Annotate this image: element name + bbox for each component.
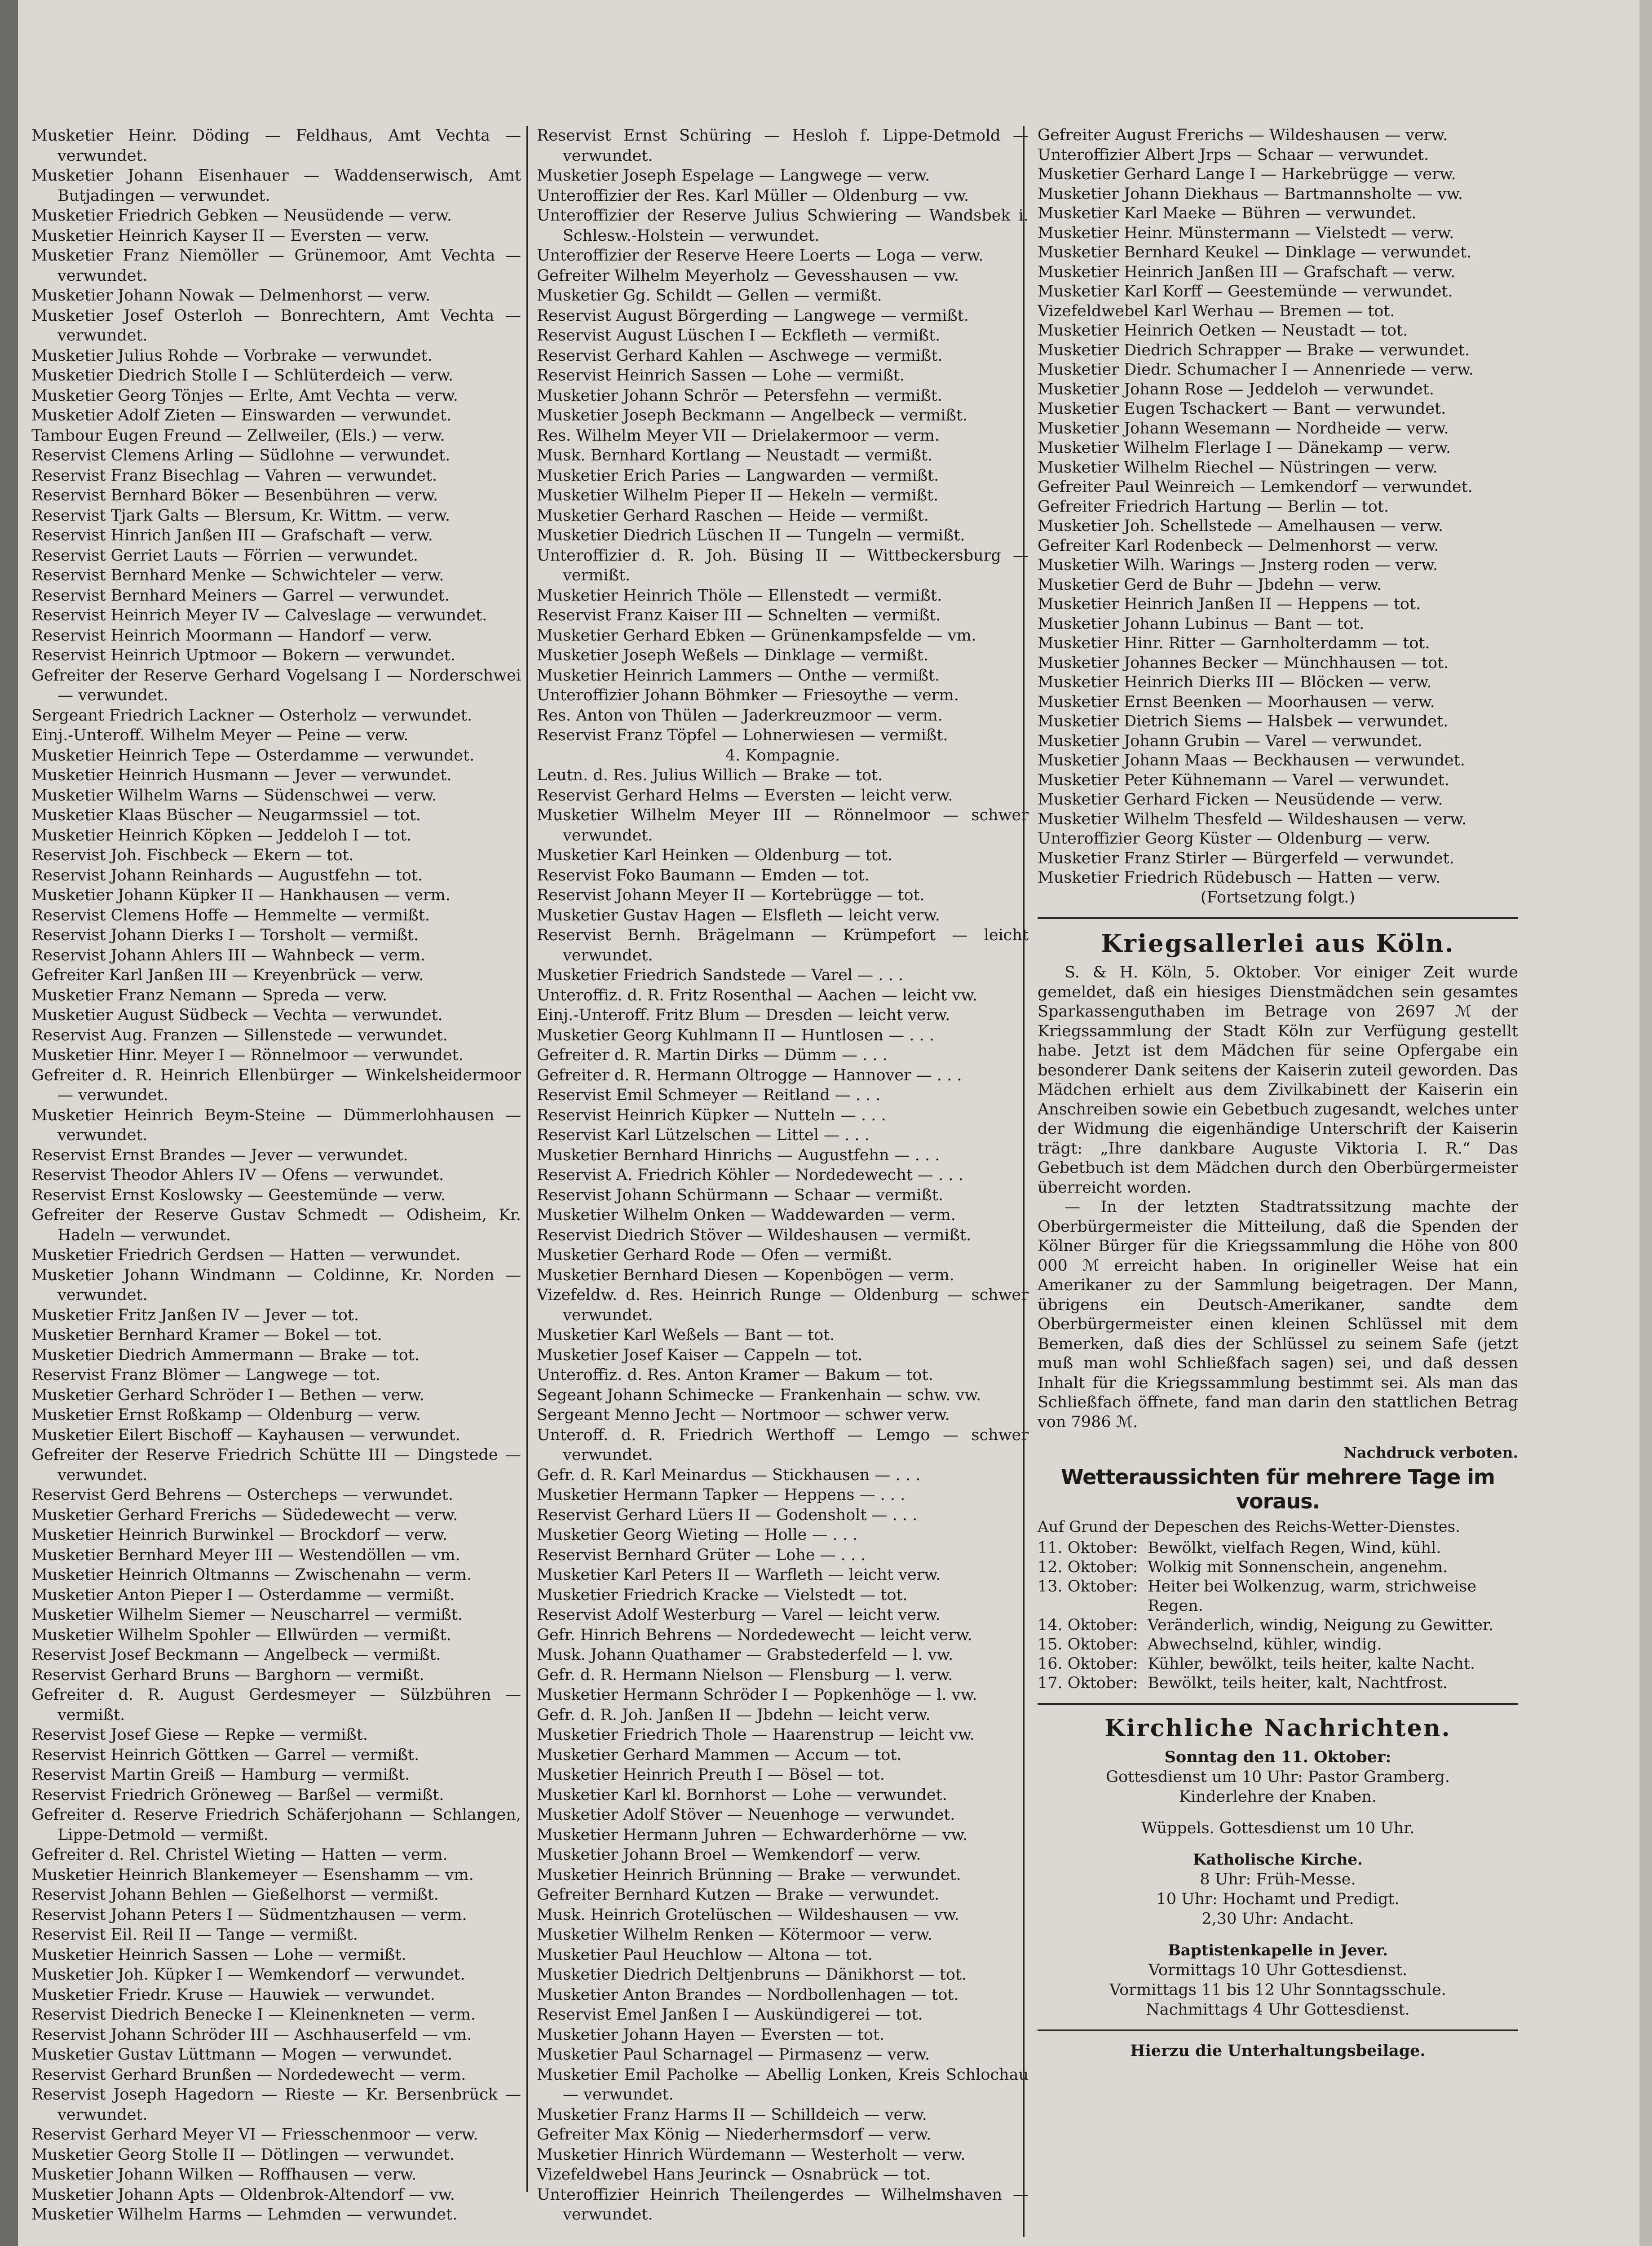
- casualty-entry: Musketier Diedrich Ammermann — Brake — tot.: [31, 1346, 420, 1364]
- casualty-entry: Reservist Aug. Franzen — Sillenstede — verwundet.: [31, 1026, 448, 1044]
- casualty-entry: Musk. Johann Quathamer — Grabstederfeld — l. vw.: [537, 1646, 954, 1664]
- page-edge: [0, 0, 18, 2246]
- casualty-entry: Musketier Eilert Bischoff — Kayhausen — verwundet.: [31, 1426, 460, 1444]
- casualty-entry: Musketier Heinrich Husmann — Jever — verwundet.: [31, 766, 452, 784]
- casualty-entry: Vizefeldw. d. Res. Heinrich Runge — Oldenburg — schwer verwundet.: [537, 1286, 1029, 1324]
- casualty-entry: Reservist Gerhard Bruns — Barghorn — vermißt.: [31, 1666, 424, 1684]
- casualty-entry: Musketier Peter Kühnemann — Varel — verwundet.: [1038, 771, 1449, 789]
- casualty-entry: Musketier Anton Pieper I — Osterdamme — vermißt.: [31, 1586, 455, 1604]
- casualty-entry: Musketier Ernst Roßkamp — Oldenburg — verw.: [31, 1406, 421, 1424]
- casualty-entry: Gefreiter Karl Rodenbeck — Delmenhorst — verw.: [1038, 536, 1439, 555]
- casualty-entry: Musketier Diedrich Deltjenbruns — Dänikhorst — tot.: [537, 1966, 967, 1984]
- casualty-entry: Musketier Wilhelm Renken — Kötermoor — verw.: [537, 1926, 933, 1944]
- casualty-entry: Musketier Adolf Zieten — Einswarden — verwundet.: [31, 407, 452, 424]
- casualty-entry: Musketier Johann Grubin — Varel — verwundet.: [1038, 732, 1422, 750]
- casualty-entry: Musketier Hermann Tapker — Heppens — . . .: [537, 1486, 906, 1504]
- church-catholic-title: Katholische Kirche.: [1193, 1851, 1363, 1869]
- casualty-entry: Reservist Joh. Fischbeck — Ekern — tot.: [31, 846, 354, 864]
- casualty-entry: Unteroffiz. d. Res. Anton Kramer — Bakum — tot.: [537, 1366, 933, 1384]
- casualty-entry: Musketier Wilhelm Onken — Waddewarden — verm.: [537, 1206, 956, 1224]
- casualty-entry: Sergeant Friedrich Lackner — Osterholz — verwundet.: [31, 706, 473, 725]
- casualty-entry: Musketier Johann Windmann — Coldinne, Kr. Norden — verwundet.: [31, 1266, 521, 1304]
- casualty-entry: Reservist Diedrich Benecke I — Kleinenkneten — verm.: [31, 2006, 476, 2024]
- casualty-entry: Segeant Johann Schimecke — Frankenhain — schw. vw.: [537, 1386, 981, 1404]
- casualty-entry: Reservist Gerhard Kahlen — Aschwege — vermißt.: [537, 346, 943, 365]
- casualty-entry: Musketier Anton Brandes — Nordbollenhagen — tot.: [537, 1985, 959, 2004]
- casualty-entry: Musketier Heinrich Janßen III — Grafschaft — verw.: [1038, 263, 1456, 281]
- weather-row: [1038, 1635, 1518, 1654]
- casualty-entry: Musketier Johann Nowak — Delmenhorst — verw.: [31, 287, 430, 305]
- casualty-entry: Musketier Wilhelm Pieper II — Hekeln — vermißt.: [537, 486, 939, 504]
- casualty-entry: Reservist Karl Lützelschen — Littel — . . .: [537, 1126, 870, 1144]
- weather-row: [1038, 1558, 1518, 1577]
- divider: [1038, 2029, 1518, 2031]
- casualty-entry: Musketier Paul Scharnagel — Pirmasenz — verw.: [537, 2046, 930, 2064]
- casualty-entry: Gefreiter Max König — Niederhermsdorf — verw.: [537, 2126, 932, 2144]
- casualty-entry: Leutn. d. Res. Julius Willich — Brake — tot.: [537, 766, 883, 784]
- casualty-entry: Reservist August Börgerding — Langwege — vermißt.: [537, 306, 969, 325]
- church-line: Vormittags 10 Uhr Gottesdienst.: [1148, 1961, 1408, 1979]
- casualty-entry: Musk. Bernhard Kortlang — Neustadt — vermißt.: [537, 447, 933, 464]
- reprint-notice: Nachdruck verboten.: [1343, 1444, 1518, 1461]
- casualty-entry: Unteroffizier d. R. Joh. Büsing II — Wittbeckersburg — vermißt.: [537, 546, 1029, 584]
- weather-text: Veränderlich, windig, Neigung zu Gewitter.: [1148, 1616, 1493, 1634]
- casualty-entry: Musketier Heinr. Döding — Feldhaus, Amt Vechta — verwundet.: [31, 127, 521, 165]
- casualty-entry: Reservist Ernst Brandes — Jever — verwundet.: [31, 1146, 408, 1164]
- church-line: 2,30 Uhr: Andacht.: [1201, 1910, 1354, 1928]
- casualty-entry: Reservist Johann Behlen — Gießelhorst — vermißt.: [31, 1886, 439, 1904]
- casualty-entry: Reservist Emil Schmeyer — Reitland — . . .: [537, 1086, 881, 1104]
- casualty-entry: Musketier Bernhard Kramer — Bokel — tot.: [31, 1326, 382, 1344]
- casualty-entry: Unteroffizier der Reserve Heere Loerts — Loga — verw.: [537, 247, 984, 265]
- casualty-entry: Reservist Foko Baumann — Emden — tot.: [537, 866, 870, 884]
- casualty-entry: Musketier Karl Maeke — Bühren — verwundet.: [1038, 204, 1417, 222]
- casualty-entry: Musketier Hermann Schröder I — Popkenhöge — l. vw.: [537, 1686, 977, 1704]
- casualty-entry: Musketier Johann Maas — Beckhausen — verwundet.: [1038, 752, 1465, 769]
- casualty-entry: Musketier Georg Tönjes — Erlte, Amt Vechta — verw.: [31, 386, 458, 405]
- casualty-entry: Unteroffizier Heinrich Theilengerdes — Wilhelmshaven — verwundet.: [537, 2185, 1029, 2224]
- casualty-entry: Musketier Heinrich Tepe — Osterdamme — verwundet.: [31, 746, 475, 765]
- casualty-entry: Musketier Karl Weßels — Bant — tot.: [537, 1326, 835, 1344]
- casualty-entry: Musketier Joseph Espelage — Langwege — verw.: [537, 167, 930, 185]
- casualty-entry: Reservist Tjark Galts — Blersum, Kr. Wittm. — verw.: [31, 506, 450, 525]
- casualty-entry: Musketier Friedr. Kruse — Hauwiek — verwundet.: [31, 1985, 435, 2004]
- casualty-entry: Musketier Heinrich Preuth I — Bösel — tot.: [537, 1766, 885, 1784]
- casualty-entry: Musketier Gerhard Mammen — Accum — tot.: [537, 1746, 902, 1764]
- casualty-entry: Musketier Johann Broel — Wemkendorf — verw.: [537, 1846, 921, 1864]
- casualty-entry: Musketier Johann Apts — Oldenbrok-Altendorf — vw.: [31, 2185, 455, 2204]
- casualty-entry: Gefreiter Paul Weinreich — Lemkendorf — verwundet.: [1038, 478, 1473, 496]
- casualty-entry: Musketier Heinrich Beym-Steine — Dümmerlohhausen — verwundet.: [31, 1106, 521, 1144]
- casualty-entry: Gefreiter Friedrich Hartung — Berlin — tot.: [1038, 497, 1389, 516]
- casualty-entry: Gefreiter der Reserve Friedrich Schütte III — Dingstede — verwundet.: [31, 1446, 521, 1484]
- casualty-entry: Musketier Karl Heinken — Oldenburg — tot.: [537, 846, 893, 864]
- casualty-list: [537, 765, 1029, 2225]
- casualty-entry: Musketier Fritz Janßen IV — Jever — tot.: [31, 1306, 359, 1324]
- weather-row: [1038, 1539, 1518, 1558]
- casualty-entry: Reservist Bernhard Menke — Schwichteler — verw.: [31, 566, 444, 584]
- casualty-entry: Reservist Johann Schröder III — Aschhauserfeld — vm.: [31, 2025, 472, 2044]
- casualty-entry: Musketier Gerd de Buhr — Jbdehn — verw.: [1038, 575, 1382, 594]
- casualty-entry: Musketier Heinrich Dierks III — Blöcken — verw.: [1038, 673, 1432, 691]
- casualty-entry: Gefreiter d. R. August Gerdesmeyer — Sülzbühren — vermißt.: [31, 1686, 521, 1724]
- kompanie-heading: 4. Kompagnie.: [725, 746, 840, 765]
- divider: [1038, 917, 1518, 919]
- casualty-entry: Reservist Johann Peters I — Südmentzhausen — verm.: [31, 1906, 467, 1924]
- casualty-entry: Musketier Heinrich Thöle — Ellenstedt — vermißt.: [537, 586, 942, 605]
- casualty-entry: Musketier Ernst Beenken — Moorhausen — verw.: [1038, 693, 1435, 711]
- casualty-entry: Musketier Franz Harms II — Schilldeich — verw.: [537, 2105, 927, 2124]
- casualty-entry: Reservist Bernhard Meiners — Garrel — verwundet.: [31, 586, 450, 605]
- weather-row: [1038, 1577, 1518, 1616]
- casualty-entry: Musketier Diedrich Stolle I — Schlüterdeich — verw.: [31, 367, 454, 385]
- weather-text: Bewölkt, vielfach Regen, Wind, kühl.: [1148, 1539, 1441, 1557]
- casualty-entry: Musketier Heinrich Brünning — Brake — verwundet.: [537, 1866, 961, 1884]
- church-sunday: Sonntag den 11. Oktober:: [1164, 1748, 1391, 1766]
- casualty-entry: Musketier Joseph Weßels — Dinklage — vermißt.: [537, 646, 928, 664]
- casualty-entry: Gefreiter d. Rel. Christel Wieting — Hatten — verm.: [31, 1846, 448, 1864]
- casualty-entry: Reservist Johann Reinhards — Augustfehn — tot.: [31, 866, 423, 884]
- weather-text: Heiter bei Wolkenzug, warm, strichweise Regen.: [1148, 1578, 1477, 1615]
- weather-forecast: [1038, 1539, 1518, 1693]
- church-title: Kirchliche Nachrichten.: [1104, 1715, 1451, 1742]
- church-line: Vormittags 11 bis 12 Uhr Sonntagsschule.: [1109, 1981, 1446, 1999]
- weather-date: 13. Oktober:: [1038, 1578, 1138, 1596]
- casualty-entry: Musketier Georg Stolle II — Dötlingen — verwundet.: [31, 2145, 455, 2164]
- casualty-entry: Reservist Franz Bisechlag — Vahren — verwundet.: [31, 466, 437, 485]
- casualty-entry: Musketier Wilhelm Thesfeld — Wildeshausen — verw.: [1038, 810, 1467, 828]
- casualty-entry: Vizefeldwebel Karl Werhau — Bremen — tot.: [1038, 302, 1395, 320]
- casualty-entry: Musketier Johann Eisenhauer — Waddenserwisch, Amt Butjadingen — verwundet.: [31, 167, 521, 205]
- casualty-entry: Reservist Hinrich Janßen III — Grafschaft — verw.: [31, 526, 433, 544]
- casualty-entry: Gefr. Hinrich Behrens — Nordedewecht — leicht verw.: [537, 1626, 972, 1644]
- casualty-entry: Res. Anton von Thülen — Jaderkreuzmoor — verm.: [537, 706, 943, 725]
- weather-text: Wolkig mit Sonnenschein, angenehm.: [1148, 1558, 1448, 1576]
- casualty-entry: Reservist Gerhard Helms — Eversten — leicht verw.: [537, 786, 953, 805]
- casualty-entry: Unteroffiz. d. R. Fritz Rosenthal — Aachen — leicht vw.: [537, 986, 977, 1004]
- casualty-entry: Reservist Clemens Hoffe — Hemmelte — vermißt.: [31, 906, 430, 924]
- article-title: Kriegsallerlei aus Köln.: [1101, 929, 1455, 958]
- casualty-entry: Reservist Johann Dierks I — Torsholt — vermißt.: [31, 926, 419, 944]
- church-baptist-title: Baptistenkapelle in Jever.: [1168, 1941, 1388, 1959]
- casualty-entry: Musketier Hinr. Meyer I — Rönnelmoor — verwundet.: [31, 1046, 464, 1064]
- casualty-entry: Res. Wilhelm Meyer VII — Drielakermoor — verm.: [537, 426, 940, 445]
- casualty-entry: Gefreiter August Frerichs — Wildeshausen — verw.: [1038, 126, 1448, 144]
- casualty-entry: Reservist A. Friedrich Köhler — Nordedewecht — . . .: [537, 1166, 963, 1184]
- casualty-entry: Musketier Heinrich Köpken — Jeddeloh I — tot.: [31, 826, 412, 844]
- casualty-entry: Musketier Diedrich Lüschen II — Tungeln — vermißt.: [537, 526, 965, 544]
- casualty-entry: Reservist Clemens Arling — Südlohne — verwundet.: [31, 447, 451, 464]
- casualty-entry: Reservist Heinrich Uptmoor — Bokern — verwundet.: [31, 646, 455, 664]
- church-line: 10 Uhr: Hochamt und Predigt.: [1156, 1890, 1400, 1908]
- casualty-entry: Musketier Franz Nemann — Spreda — verw.: [31, 986, 388, 1004]
- church-line: Nachmittags 4 Uhr Gottesdienst.: [1146, 2001, 1410, 2019]
- casualty-entry: Reservist Franz Kaiser III — Schnelten — vermißt.: [537, 606, 941, 624]
- casualty-entry: Unteroffizier Albert Jrps — Schaar — verwundet.: [1038, 146, 1429, 164]
- casualty-entry: Unteroffizier Georg Küster — Oldenburg — verw.: [1038, 830, 1431, 848]
- casualty-entry: Reservist Joseph Hagedorn — Rieste — Kr. Bersenbrück — verwundet.: [31, 2086, 521, 2124]
- casualty-entry: Musketier Gerhard Lange I — Harkebrügge — verw.: [1038, 165, 1456, 183]
- casualty-list: [1038, 126, 1518, 888]
- casualty-entry: Musketier Eugen Tschackert — Bant — verwundet.: [1038, 400, 1446, 418]
- casualty-entry: Musketier Gerhard Ficken — Neusüdende — verw.: [1038, 791, 1443, 809]
- casualty-entry: Reservist Franz Blömer — Langwege — tot.: [31, 1366, 380, 1384]
- casualty-entry: Musketier Heinrich Blankemeyer — Esenshamm — vm.: [31, 1866, 474, 1884]
- casualty-entry: Musketier Heinrich Kayser II — Eversten — verw.: [31, 226, 429, 245]
- casualty-entry: Einj.-Unteroff. Wilhelm Meyer — Peine — verw.: [31, 726, 409, 744]
- casualty-entry: Musketier Gerhard Raschen — Heide — vermißt.: [537, 506, 929, 525]
- casualty-entry: Reservist Friedrich Gröneweg — Barßel — vermißt.: [31, 1786, 444, 1804]
- casualty-entry: Musketier Adolf Stöver — Neuenhoge — verwundet.: [537, 1806, 955, 1824]
- casualty-entry: Reservist Franz Töpfel — Lohnerwiesen — vermißt.: [537, 726, 948, 744]
- supplement-note: Hierzu die Unterhaltungsbeilage.: [1130, 2042, 1426, 2060]
- casualty-entry: Musketier Gerhard Rode — Ofen — vermißt.: [537, 1246, 892, 1264]
- casualty-entry: Musketier Erich Paries — Langwarden — vermißt.: [537, 466, 939, 485]
- casualty-entry: Musketier Gg. Schildt — Gellen — vermißt.: [537, 287, 882, 305]
- casualty-entry: Musketier Bernhard Diesen — Kopenbögen — verm.: [537, 1266, 954, 1284]
- casualty-entry: Musketier Karl Korff — Geestemünde — verwundet.: [1038, 283, 1453, 301]
- casualty-column-1: [31, 126, 521, 2246]
- casualty-entry: Vizefeldwebel Hans Jeurinck — Osnabrück — tot.: [537, 2166, 931, 2184]
- weather-date: 11. Oktober:: [1038, 1539, 1138, 1557]
- casualty-entry: Musketier Joh. Schellstede — Amelhausen — verw.: [1038, 517, 1444, 535]
- casualty-entry: Musketier Heinrich Lammers — Onthe — vermißt.: [537, 666, 940, 685]
- church-line: Gottesdienst um 10 Uhr: Pastor Gramberg.: [1106, 1768, 1450, 1786]
- casualty-entry: Musketier Emil Pacholke — Abellig Lonken, Kreis Schlochau — verwundet.: [537, 2065, 1029, 2104]
- casualty-entry: Gefreiter der Reserve Gustav Schmedt — Odisheim, Kr. Hadeln — verwundet.: [31, 1206, 521, 1244]
- weather-text: Kühler, bewölkt, teils heiter, kalte Nacht.: [1148, 1655, 1475, 1673]
- casualty-entry: Unteroffizier der Res. Karl Müller — Oldenburg — vw.: [537, 186, 969, 205]
- casualty-entry: Reservist Emel Janßen I — Auskündigerei — tot.: [537, 2006, 923, 2024]
- casualty-entry: Musketier Hinr. Ritter — Garnholterdamm — tot.: [1038, 634, 1430, 652]
- casualty-entry: Gefreiter Wilhelm Meyerholz — Gevesshausen — vw.: [537, 266, 959, 285]
- casualty-entry: Musketier Bernhard Meyer III — Westendöllen — vm.: [31, 1546, 460, 1564]
- weather-row: [1038, 1616, 1518, 1635]
- casualty-entry: Reservist Martin Greiß — Hamburg — vermißt.: [31, 1766, 410, 1784]
- weather-text: Abwechselnd, kühler, windig.: [1148, 1636, 1382, 1654]
- casualty-entry: Reservist Bernh. Brägelmann — Krümpefort — leicht verwundet.: [537, 926, 1029, 964]
- column-rule: [526, 126, 528, 2192]
- casualty-entry: Reservist Diedrich Stöver — Wildeshausen — vermißt.: [537, 1226, 972, 1244]
- casualty-entry: Musketier Heinrich Burwinkel — Brockdorf — verw.: [31, 1526, 448, 1544]
- casualty-entry: Musketier Heinrich Janßen II — Heppens — tot.: [1038, 595, 1421, 613]
- casualty-entry: Musketier Wilhelm Warns — Südenschwei — verw.: [31, 786, 437, 805]
- casualty-entry: Musketier Heinrich Sassen — Lohe — vermißt.: [31, 1945, 406, 1964]
- casualty-list: [537, 126, 1029, 746]
- casualty-entry: Musketier Wilhelm Flerlage I — Dänekamp — verw.: [1038, 439, 1451, 457]
- casualty-entry: Reservist Heinrich Küpker — Nutteln — . . .: [537, 1106, 886, 1124]
- casualty-entry: Reservist Gerd Behrens — Ostercheps — verwundet.: [31, 1486, 453, 1504]
- casualty-entry: Musketier Dietrich Siems — Halsbek — verwundet.: [1038, 712, 1449, 730]
- casualty-entry: Musketier Johannes Becker — Münchhausen — tot.: [1038, 654, 1449, 672]
- casualty-entry: Musketier Friedrich Thole — Haarenstrup — leicht vw.: [537, 1726, 975, 1744]
- casualty-entry: Musketier Julius Rohde — Vorbrake — verwundet.: [31, 346, 433, 365]
- casualty-entry: Tambour Eugen Freund — Zellweiler, (Els.) — verw.: [31, 426, 445, 445]
- casualty-entry: Musketier Johann Wesemann — Nordheide — verw.: [1038, 419, 1449, 438]
- casualty-entry: Reservist Johann Meyer II — Kortebrügge — tot.: [537, 886, 925, 904]
- casualty-entry: Gefreiter d. Reserve Friedrich Schäferjohann — Schlangen, Lippe-Detmold — vermißt.: [31, 1806, 521, 1844]
- casualty-entry: Musketier Friedrich Rüdebusch — Hatten — verw.: [1038, 869, 1441, 887]
- casualty-entry: Reservist Heinrich Meyer IV — Calveslage — verwundet.: [31, 606, 487, 624]
- casualty-entry: Musketier Gerhard Schröder I — Bethen — verw.: [31, 1386, 424, 1404]
- casualty-entry: Musketier Johann Diekhaus — Bartmannsholte — vw.: [1038, 185, 1463, 203]
- casualty-entry: Unteroff. d. R. Friedrich Werthoff — Lemgo — schwer verwundet.: [537, 1426, 1029, 1464]
- casualty-entry: Musketier Wilhelm Riechel — Nüstringen — verw.: [1038, 458, 1438, 477]
- casualty-entry: Musketier Wilh. Warings — Jnsterg roden — verw.: [1038, 556, 1438, 574]
- weather-text: Bewölkt, teils heiter, kalt, Nachtfrost.: [1148, 1674, 1448, 1692]
- weather-row: [1038, 1654, 1518, 1674]
- casualty-entry: Musketier Klaas Büscher — Neugarmssiel — tot.: [31, 806, 421, 824]
- casualty-entry: Musketier Diedr. Schumacher I — Annenriede — verw.: [1038, 361, 1474, 379]
- casualty-entry: Reservist August Lüschen I — Eckfleth — vermißt.: [537, 327, 941, 345]
- casualty-entry: Musketier Georg Wieting — Holle — . . .: [537, 1526, 858, 1544]
- casualty-entry: Musketier Johann Hayen — Eversten — tot.: [537, 2025, 885, 2044]
- casualty-entry: Musketier Wilhelm Harms — Lehmden — verwundet.: [31, 2206, 458, 2224]
- church-line: 8 Uhr: Früh-Messe.: [1200, 1870, 1356, 1888]
- casualty-entry: Musketier Georg Kuhlmann II — Huntlosen — . . .: [537, 1026, 934, 1044]
- casualty-entry: Musketier Diedrich Schrapper — Brake — verwundet.: [1038, 341, 1470, 359]
- weather-date: 17. Oktober:: [1038, 1674, 1138, 1692]
- casualty-entry: Musketier Friedrich Gerdsen — Hatten — verwundet.: [31, 1246, 461, 1264]
- casualty-entry: Musketier Gustav Hagen — Elsfleth — leicht verw.: [537, 906, 940, 924]
- casualty-entry: Gefr. d. R. Hermann Nielson — Flensburg — l. verw.: [537, 1666, 953, 1684]
- casualty-entry: Gefreiter Karl Janßen III — Kreyenbrück — verw.: [31, 966, 424, 984]
- casualty-entry: Musketier Wilhelm Spohler — Ellwürden — vermißt.: [31, 1626, 451, 1644]
- casualty-entry: Reservist Heinrich Göttken — Garrel — vermißt.: [31, 1746, 420, 1764]
- casualty-entry: Reservist Bernhard Böker — Besenbühren — verw.: [31, 486, 438, 504]
- casualty-entry: Reservist Josef Giese — Repke — vermißt.: [31, 1726, 368, 1744]
- casualty-entry: Reservist Ernst Koslowsky — Geestemünde — verw.: [31, 1186, 446, 1204]
- casualty-entry: Musketier Johann Schrör — Petersfehn — vermißt.: [537, 386, 943, 405]
- casualty-entry: Reservist Bernhard Grüter — Lohe — . . .: [537, 1546, 866, 1564]
- casualty-entry: Musketier Johann Wilken — Roffhausen — verw.: [31, 2166, 417, 2184]
- casualty-entry: Sergeant Menno Jecht — Nortmoor — schwer verw.: [537, 1406, 950, 1424]
- casualty-entry: Gefreiter d. R. Martin Dirks — Dümm — . . .: [537, 1046, 888, 1064]
- weather-date: 12. Oktober:: [1038, 1558, 1138, 1576]
- casualty-entry: Reservist Gerhard Brunßen — Nordedewecht — verm.: [31, 2065, 466, 2084]
- casualty-entry: Gefreiter Bernhard Kutzen — Brake — verwundet.: [537, 1886, 940, 1904]
- casualty-entry: Reservist Josef Beckmann — Angelbeck — vermißt.: [31, 1646, 441, 1664]
- casualty-entry: Unteroffizier Johann Böhmker — Friesoythe — verm.: [537, 686, 959, 704]
- weather-date: 15. Oktober:: [1038, 1636, 1138, 1654]
- casualty-entry: Musketier Friedrich Kracke — Vielstedt — tot.: [537, 1586, 908, 1604]
- church-line: Kinderlehre der Knaben.: [1179, 1788, 1377, 1806]
- weather-title: Wetteraussichten für mehrere Tage im voraus.: [1061, 1465, 1495, 1513]
- casualty-entry: Musketier Johann Lubinus — Bant — tot.: [1038, 615, 1365, 633]
- casualty-entry: Musketier Bernhard Keukel — Dinklage — verwundet.: [1038, 243, 1472, 261]
- casualty-entry: Musketier August Südbeck — Vechta — verwundet.: [31, 1006, 443, 1024]
- casualty-entry: Musketier Gustav Lüttmann — Mogen — verwundet.: [31, 2046, 453, 2064]
- casualty-entry: Gefreiter d. R. Heinrich Ellenbürger — Winkelsheidermoor — verwundet.: [31, 1066, 521, 1104]
- weather-date: 14. Oktober:: [1038, 1616, 1138, 1634]
- casualty-entry: Musketier Franz Stirler — Bürgerfeld — verwundet.: [1038, 849, 1454, 867]
- casualty-entry: Einj.-Unteroff. Fritz Blum — Dresden — leicht verw.: [537, 1006, 950, 1024]
- casualty-entry: Gefr. d. R. Joh. Janßen II — Jbdehn — leicht verw.: [537, 1706, 931, 1724]
- casualty-entry: Reservist Johann Ahlers III — Wahnbeck — verm.: [31, 946, 426, 964]
- casualty-entry: Musketier Johann Rose — Jeddeloh — verwundet.: [1038, 380, 1435, 398]
- continuation-note: (Fortsetzung folgt.): [1200, 888, 1356, 906]
- casualty-entry: Reservist Heinrich Sassen — Lohe — vermißt.: [537, 367, 905, 385]
- casualty-entry: Musketier Hinrich Würdemann — Westerholt — verw.: [537, 2145, 966, 2164]
- casualty-entry: Musketier Bernhard Hinrichs — Augustfehn — . . .: [537, 1146, 940, 1164]
- weather-date: 16. Oktober:: [1038, 1655, 1138, 1673]
- casualty-entry: Gefr. d. R. Karl Meinardus — Stickhausen — . . .: [537, 1466, 921, 1484]
- casualty-entry: Musketier Heinrich Oetken — Neustadt — tot.: [1038, 322, 1408, 340]
- casualty-entry: Musketier Josef Osterloh — Bonrechtern, Amt Vechta — verwundet.: [31, 306, 521, 345]
- casualty-entry: Musketier Franz Niemöller — Grünemoor, Amt Vechta — verwundet.: [31, 247, 521, 285]
- casualty-entry: Musketier Karl kl. Bornhorst — Lohe — verwundet.: [537, 1786, 947, 1804]
- casualty-entry: Unteroffizier der Reserve Julius Schwiering — Wandsbek i. Schlesw.-Holstein — verwundet.: [537, 207, 1029, 245]
- casualty-entry: Musketier Wilhelm Siemer — Neuscharrel — vermißt.: [31, 1606, 463, 1624]
- casualty-entry: Musketier Karl Peters II — Warfleth — leicht verw.: [537, 1566, 941, 1584]
- church-wueppels: Wüppels. Gottesdienst um 10 Uhr.: [1141, 1819, 1415, 1837]
- casualty-entry: Reservist Gerhard Meyer VI — Friesschenmoor — verw.: [31, 2126, 478, 2144]
- casualty-entry: Reservist Johann Schürmann — Schaar — vermißt.: [537, 1186, 944, 1204]
- casualty-entry: Gefreiter der Reserve Gerhard Vogelsang I — Norderschwei — verwundet.: [31, 666, 521, 704]
- casualty-entry: Musketier Heinr. Münstermann — Vielstedt — verw.: [1038, 224, 1454, 242]
- casualty-entry: Musketier Hermann Juhren — Echwarderhörne — vw.: [537, 1826, 968, 1844]
- casualty-entry: Musketier Gerhard Frerichs — Südedewecht — verw.: [31, 1506, 458, 1524]
- casualty-entry: Reservist Theodor Ahlers IV — Ofens — verwundet.: [31, 1166, 444, 1184]
- article-paragraph: S. & H. Köln, 5. Oktober. Vor einiger Zeit wurde gemeldet, daß ein hiesiges Dienstmädchen sein gesamtes Sparkassenguthaben im Betrage von 2697 ℳ der Kriegssammlung der Stadt Köln zur Verfügung gestellt habe. Jetzt ist dem Mädchen für seine Opfergabe ein besonderer Dank seitens der Kaiserin zuteil geworden. Das Mädchen erhielt aus dem Zivilkabinett der Kaiserin ein Anschreiben sowie ein Gebetbuch zugesandt, welches unter der Widmung die eigenhändige Unterschrift der Kaiserin trägt: „Ihre dankbare Auguste Viktoria I. R.“ Das Gebetbuch ist dem Mädchen durch den Oberbürgermeister überreicht worden.: [1038, 964, 1518, 1197]
- casualty-entry: Musketier Heinrich Oltmanns — Zwischenahn — verm.: [31, 1566, 472, 1584]
- casualty-entry: Musketier Paul Heuchlow — Altona — tot.: [537, 1945, 873, 1964]
- casualty-entry: Gefreiter d. R. Hermann Oltrogge — Hannover — . . .: [537, 1066, 962, 1084]
- casualty-column-2: [537, 126, 1029, 2246]
- article-paragraph: — In der letzten Stadtratssitzung machte der Oberbürgermeister die Mitteilung, daß die Spenden der Kölner Bürger für die Kriegssammlung die Höhe von 800 000 ℳ erreicht haben. In origineller Weise hat ein Amerikaner zu der Sammlung beigetragen. Der Mann, übrigens ein Deutsch-Amerikaner, sandte dem Oberbürgermeister einen kleinen Schlüssel mit dem Bemerken, daß dies der Schlüssel zu seinem Safe (jetzt muß man wohl Schließfach sagen) sei, und daß dessen Inhalt für die Kriegssammlung bestimmt sei. Als man das Schließfach öffnete, fand man darin den stattlichen Betrag von 7986 ℳ.: [1038, 1198, 1518, 1431]
- casualty-entry: Reservist Gerriet Lauts — Förrien — verwundet.: [31, 546, 418, 565]
- casualty-entry: Musketier Joh. Küpker I — Wemkendorf — verwundet.: [31, 1966, 465, 1984]
- casualty-entry: Reservist Heinrich Moormann — Handorf — verw.: [31, 626, 433, 645]
- casualty-entry: Musketier Wilhelm Meyer III — Rönnelmoor — schwer verwundet.: [537, 806, 1029, 844]
- casualty-entry: Reservist Ernst Schüring — Hesloh f. Lippe-Detmold — verwundet.: [537, 127, 1029, 165]
- casualty-entry: Musketier Josef Kaiser — Cappeln — tot.: [537, 1346, 863, 1364]
- casualty-entry: Reservist Gerhard Lüers II — Godensholt — . . .: [537, 1506, 918, 1524]
- casualty-entry: Musketier Joseph Beckmann — Angelbeck — vermißt.: [537, 407, 968, 424]
- weather-row: [1038, 1674, 1518, 1693]
- casualty-entry: Musketier Friedrich Sandstede — Varel — . . .: [537, 966, 903, 984]
- casualty-entry: Musketier Friedrich Gebken — Neusüdende — verw.: [31, 207, 452, 225]
- column-3: [1038, 126, 1518, 2246]
- divider: [1038, 1703, 1518, 1705]
- weather-subtitle: Auf Grund der Depeschen des Reichs-Wetter-Dienstes.: [1038, 1518, 1460, 1536]
- casualty-entry: Musketier Gerhard Ebken — Grünenkampsfelde — vm.: [537, 626, 976, 645]
- casualty-entry: Musk. Heinrich Grotelüschen — Wildeshausen — vw.: [537, 1906, 959, 1924]
- casualty-entry: Reservist Eil. Reil II — Tange — vermißt.: [31, 1926, 358, 1944]
- casualty-entry: Reservist Adolf Westerburg — Varel — leicht verw.: [537, 1606, 941, 1624]
- casualty-entry: Musketier Johann Küpker II — Hankhausen — verm.: [31, 886, 451, 904]
